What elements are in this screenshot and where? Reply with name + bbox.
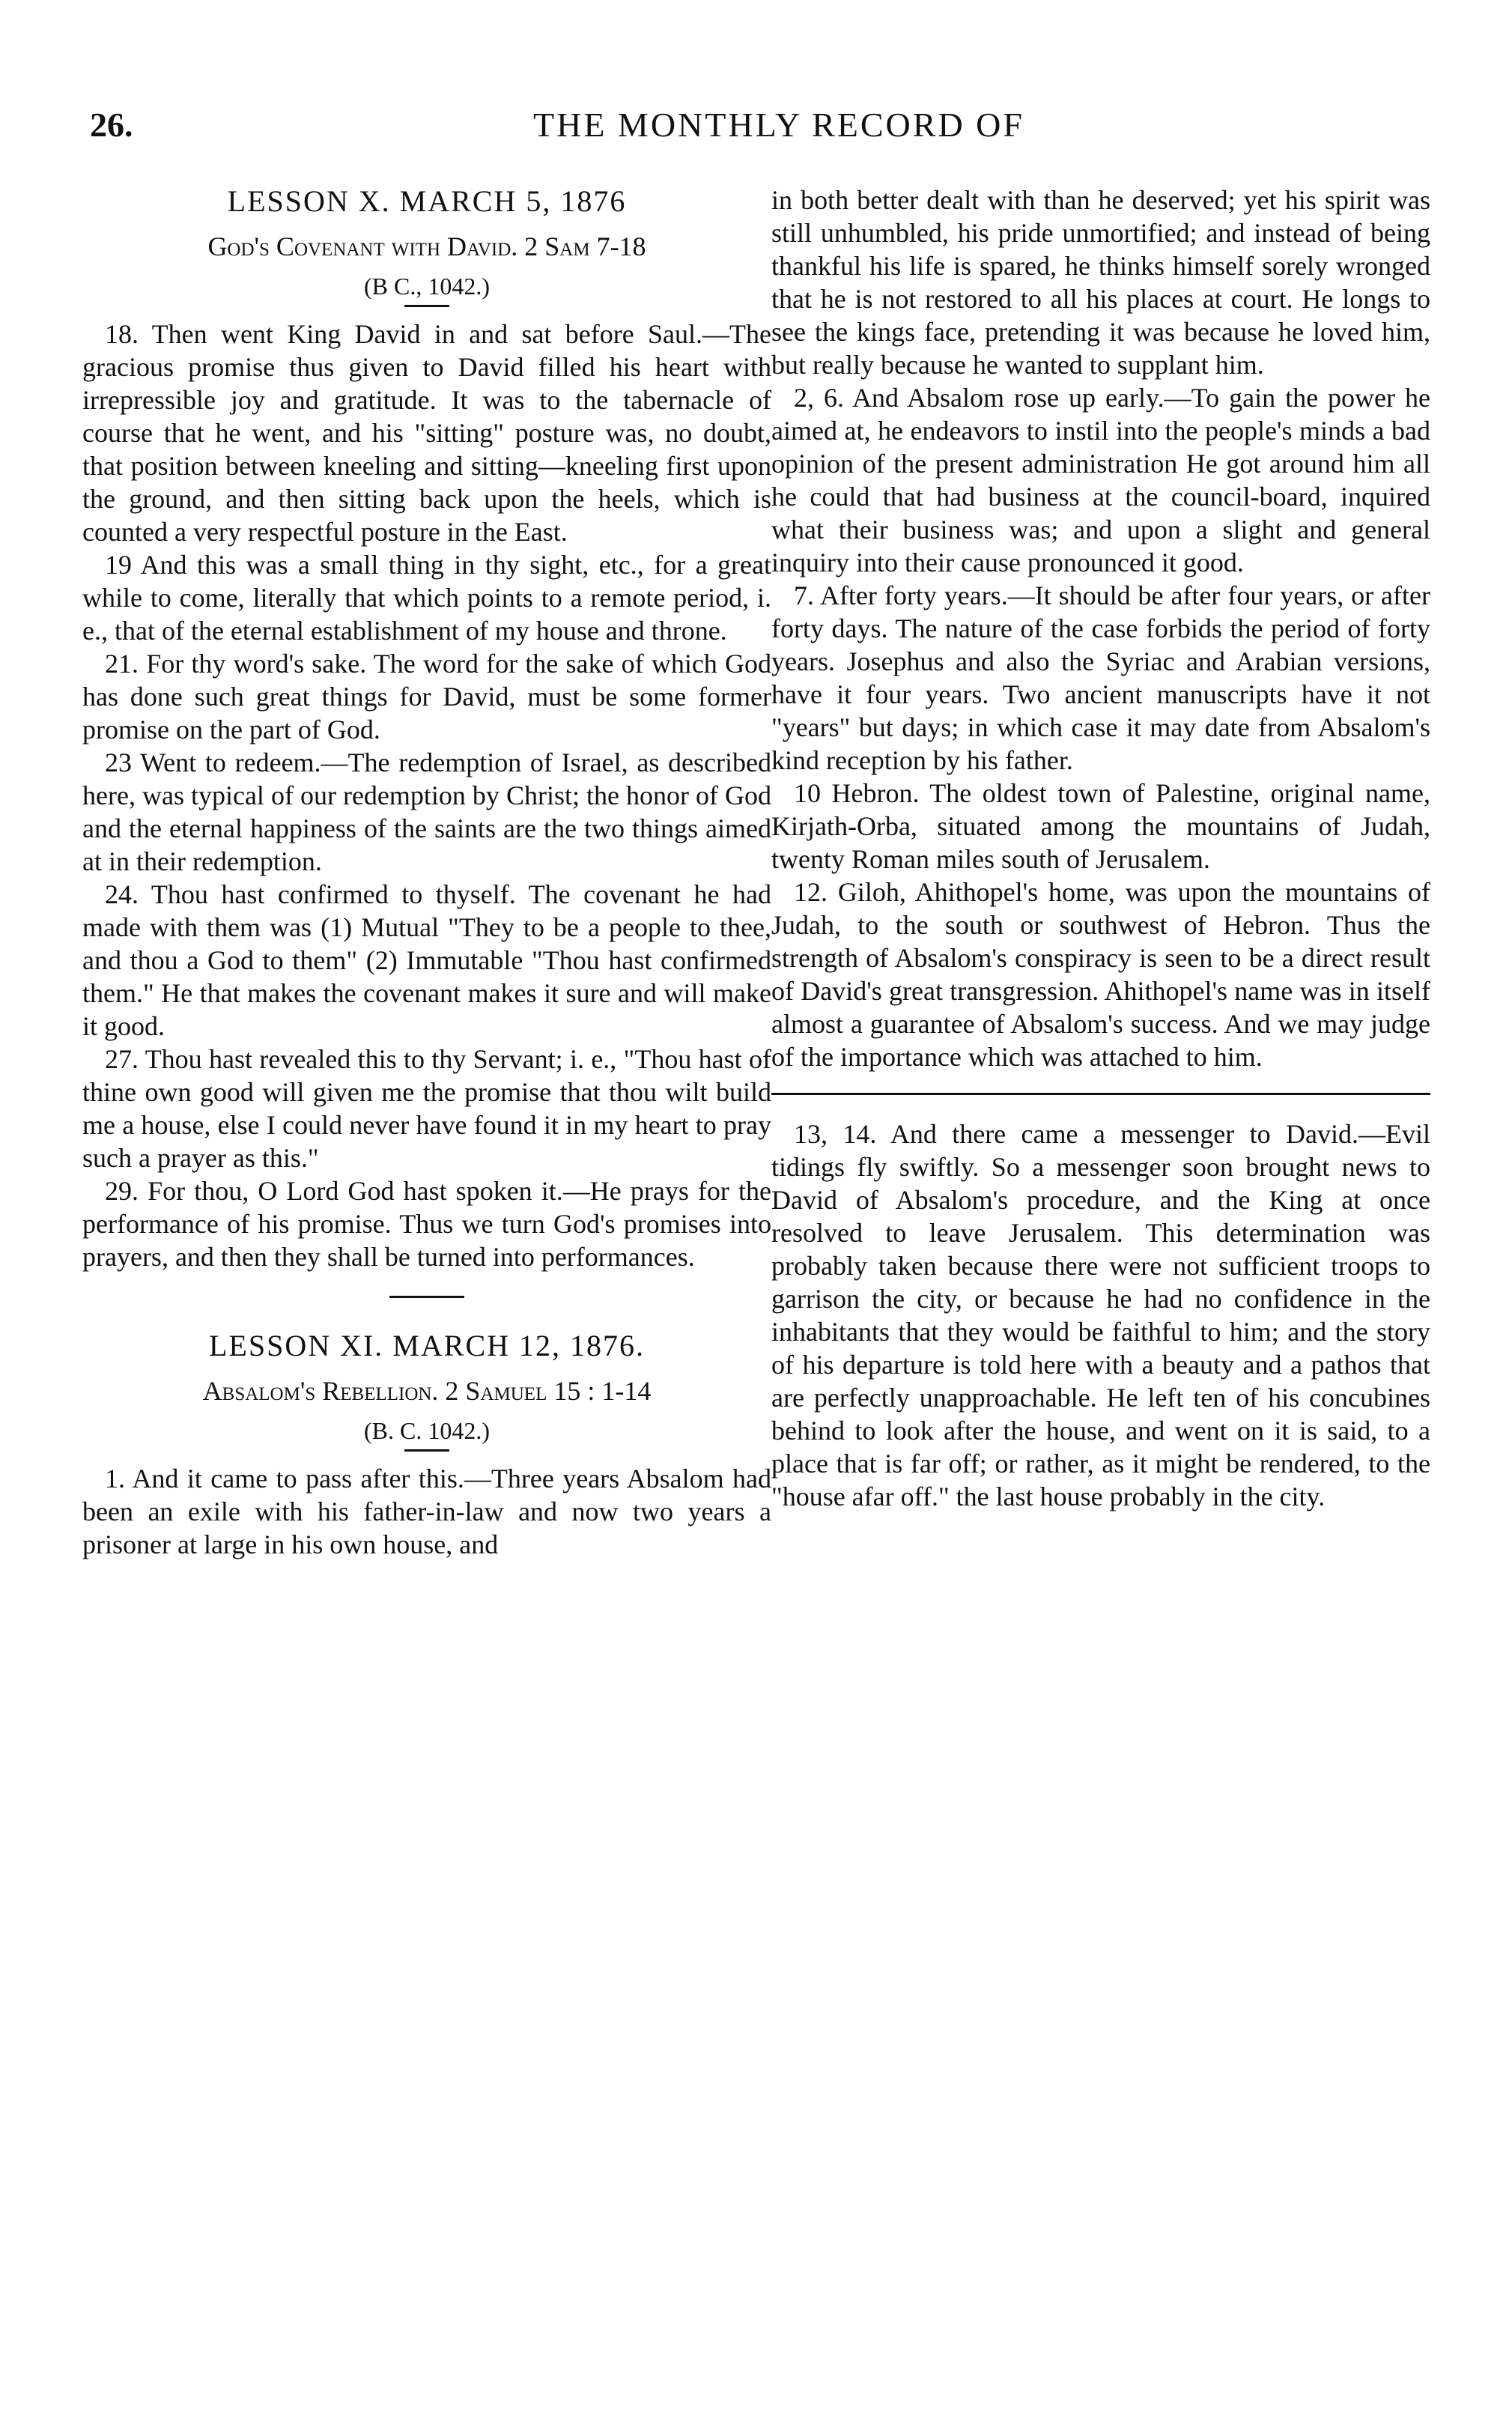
divider — [404, 1449, 449, 1452]
lesson-11-subtitle: Absalom's Rebellion. 2 Samuel 15 : 1-14 — [202, 1376, 652, 1406]
lesson-10-paragraph: 18. Then went King David in and sat before Saul.—The gracious promise thus given to David filled his heart with irrepressible joy and gratitude. It was to the tabernacle of course that he went, and his "sitting" posture was, no doubt, that position between kneeling and sitting—kneeling first upon the ground, and then sitting back upon the heels, which is counted a very respectful posture in the East. — [82, 319, 771, 547]
lesson-11-paragraph: in both better dealt with than he deserved; yet his spirit was still unhumbled, his pride unmortified; and instead of being thankful his life is spared, he thinks himself sorely wronged that he is not restored to all his places at court. He longs to see the kings face, pretending it was because he loved him, but really because he wanted to supplant him. — [771, 185, 1430, 380]
divider — [404, 305, 449, 307]
divider — [771, 1093, 1430, 1095]
lesson-11-paragraph: 10 Hebron. The oldest town of Palestine, original name, Kirjath-Orba, situated among the mountains of Judah, twenty Roman miles south of Jerusalem. — [771, 778, 1430, 874]
lesson-10-subtitle: God's Covenant with David. 2 Sam 7-18 — [207, 231, 646, 261]
lesson-10-title: LESSON X. MARCH 5, 1876 — [227, 184, 627, 218]
page-number: 26. — [90, 106, 133, 144]
lesson-11-paragraph: 13, 14. And there came a messenger to David.—Evil tidings fly swiftly. So a messenger soon brought news to David of Absalom's procedure, and the King at once resolved to leave Jerusalem. This determination was probably taken because there were not sufficient troops to garrison the city, or because he had no confidence in the inhabitants that they would be faithful to him; and the story of his departure is told here with a beauty and a pathos that are perfectly unapproachable. He left ten of his concubines behind to look after the house, and went on it is said, to a place that is far off; or rather, as it might be rendered, to the "house afar off." the last house probably in the city. — [771, 1119, 1430, 1511]
divider — [389, 1296, 464, 1298]
lesson-11-date: (B. C. 1042.) — [364, 1417, 490, 1444]
lesson-10-paragraph: 24. Thou hast confirmed to thyself. The covenant he had made with them was (1) Mutual "They to be a people to thee, and thou a God to them" (2) Immutable "Thou hast confirmed them." He that makes the covenant makes it sure and will make it good. — [82, 879, 771, 1041]
lesson-10-date: (B C., 1042.) — [364, 273, 490, 300]
lesson-11-paragraph: 1. And it came to pass after this.—Three years Absalom had been an exile with his father-in-law and now two years a prisoner at large in his own house, and — [82, 1464, 771, 1559]
lesson-11-title: LESSON XI. MARCH 12, 1876. — [208, 1329, 646, 1362]
running-title: THE MONTHLY RECORD OF — [533, 106, 1024, 144]
lesson-10-paragraph: 23 Went to redeem.—The redemption of Israel, as described here, was typical of our redemption by Christ; the honor of God and the eternal happiness of the saints are the two things aimed at in their redemption. — [82, 747, 771, 876]
page-header — [90, 105, 1468, 157]
lesson-10-paragraph: 29. For thou, O Lord God hast spoken it.—He prays for the performance of his promise. Thus we turn God's promises into prayers, and then they shall be turned into performances. — [82, 1176, 771, 1272]
lesson-10-paragraph: 19 And this was a small thing in thy sight, etc., for a great while to come, literally that which points to a remote period, i. e., that of the eternal establishment of my house and throne. — [82, 550, 771, 646]
lesson-11-paragraph: 7. After forty years.—It should be after four years, or after forty days. The nature of the case forbids the period of forty years. Josephus and also the Syriac and Arabian versions, have it four years. Two ancient manuscripts have it not "years" but days; in which case it may date from Absalom's kind reception by his father. — [771, 580, 1430, 775]
lesson-11-paragraph: 2, 6. And Absalom rose up early.—To gain the power he aimed at, he endeavors to instil into the people's minds a bad opinion of the present administration He got around him all he could that had business at the council-board, inquired what their business was; and upon a slight and general inquiry into their cause pronounced it good. — [771, 383, 1430, 577]
right-column — [771, 184, 1430, 1513]
left-column — [82, 184, 771, 1561]
lesson-10-paragraph: 27. Thou hast revealed this to thy Servant; i. e., "Thou hast of thine own good will given me the promise that thou wilt build me a house, else I could never have found it in my heart to pray such a prayer as this." — [82, 1044, 771, 1173]
lesson-10-paragraph: 21. For thy word's sake. The word for the sake of which God has done such great things for David, must be some former promise on the part of God. — [82, 649, 771, 745]
lesson-11-paragraph: 12. Giloh, Ahithopel's home, was upon the mountains of Judah, to the south or southwest of Hebron. Thus the strength of Absalom's conspiracy is seen to be a direct result of David's great transgression. Ahithopel's name was in itself almost a guarantee of Absalom's success. And we may judge of the importance which was attached to him. — [771, 877, 1430, 1072]
